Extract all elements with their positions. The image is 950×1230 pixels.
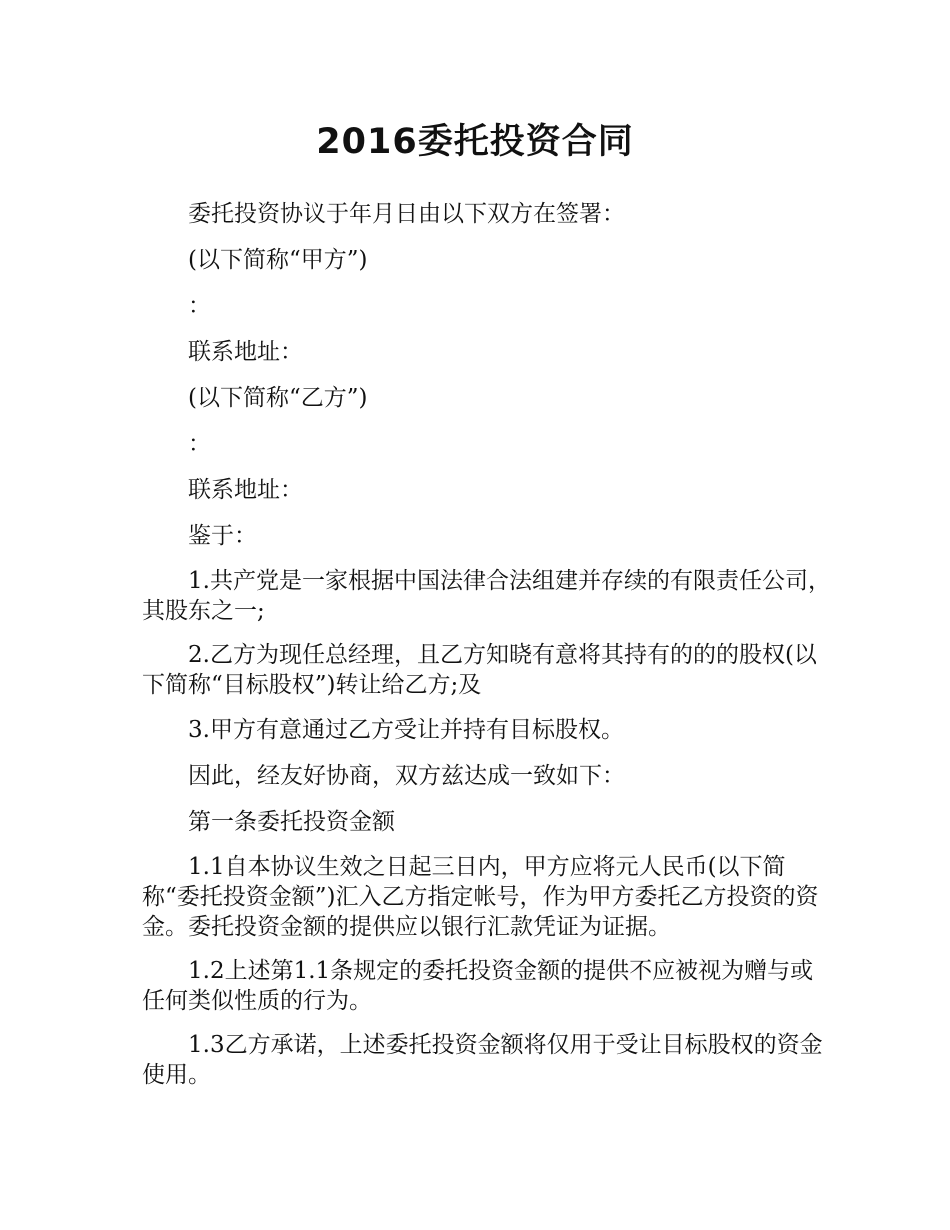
party-b-colon: ： [188,431,211,457]
document-title: 2016委托投资合同 [316,122,634,162]
party-b-alias: (以下简称“乙方”) [188,385,368,411]
recital-2: 2.乙方为现任总经理，且乙方知晓有意将其持有的的的股权(以下简称“目标股权”)转让给乙方;及 [142,642,817,698]
clause-1-1: 1.1自本协议生效之日起三日内，甲方应将元人民币(以下简称“委托投资金额”)汇入乙方指定帐号，作为甲方委托乙方投资的资金。委托投资金额的提供应以银行汇款凭证为证据。 [142,854,819,940]
intro-paragraph: 委托投资协议于年月日由以下双方在签署： [188,201,625,227]
party-b-address: 联系地址： [188,477,303,503]
recital-3: 3.甲方有意通过乙方受让并持有目标股权。 [188,717,624,743]
whereas-heading: 鉴于： [188,523,257,549]
party-a-address: 联系地址： [188,339,303,365]
clause-1-2: 1.2上述第1.1条规定的委托投资金额的提供不应被视为赠与或任何类似性质的行为。 [142,958,814,1014]
recital-1: 1.共产党是一家根据中国法律合法组建并存续的有限责任公司，其股东之一; [142,568,831,624]
clause-1-3: 1.3乙方承诺，上述委托投资金额将仅用于受让目标股权的资金使用。 [142,1032,823,1088]
party-a-colon: ： [188,293,211,319]
article-1-heading: 第一条委托投资金额 [188,809,395,835]
agreement-statement: 因此，经友好协商，双方兹达成一致如下： [188,763,625,789]
party-a-alias: (以下简称“甲方”) [188,247,368,273]
document-body [142,198,832,1104]
